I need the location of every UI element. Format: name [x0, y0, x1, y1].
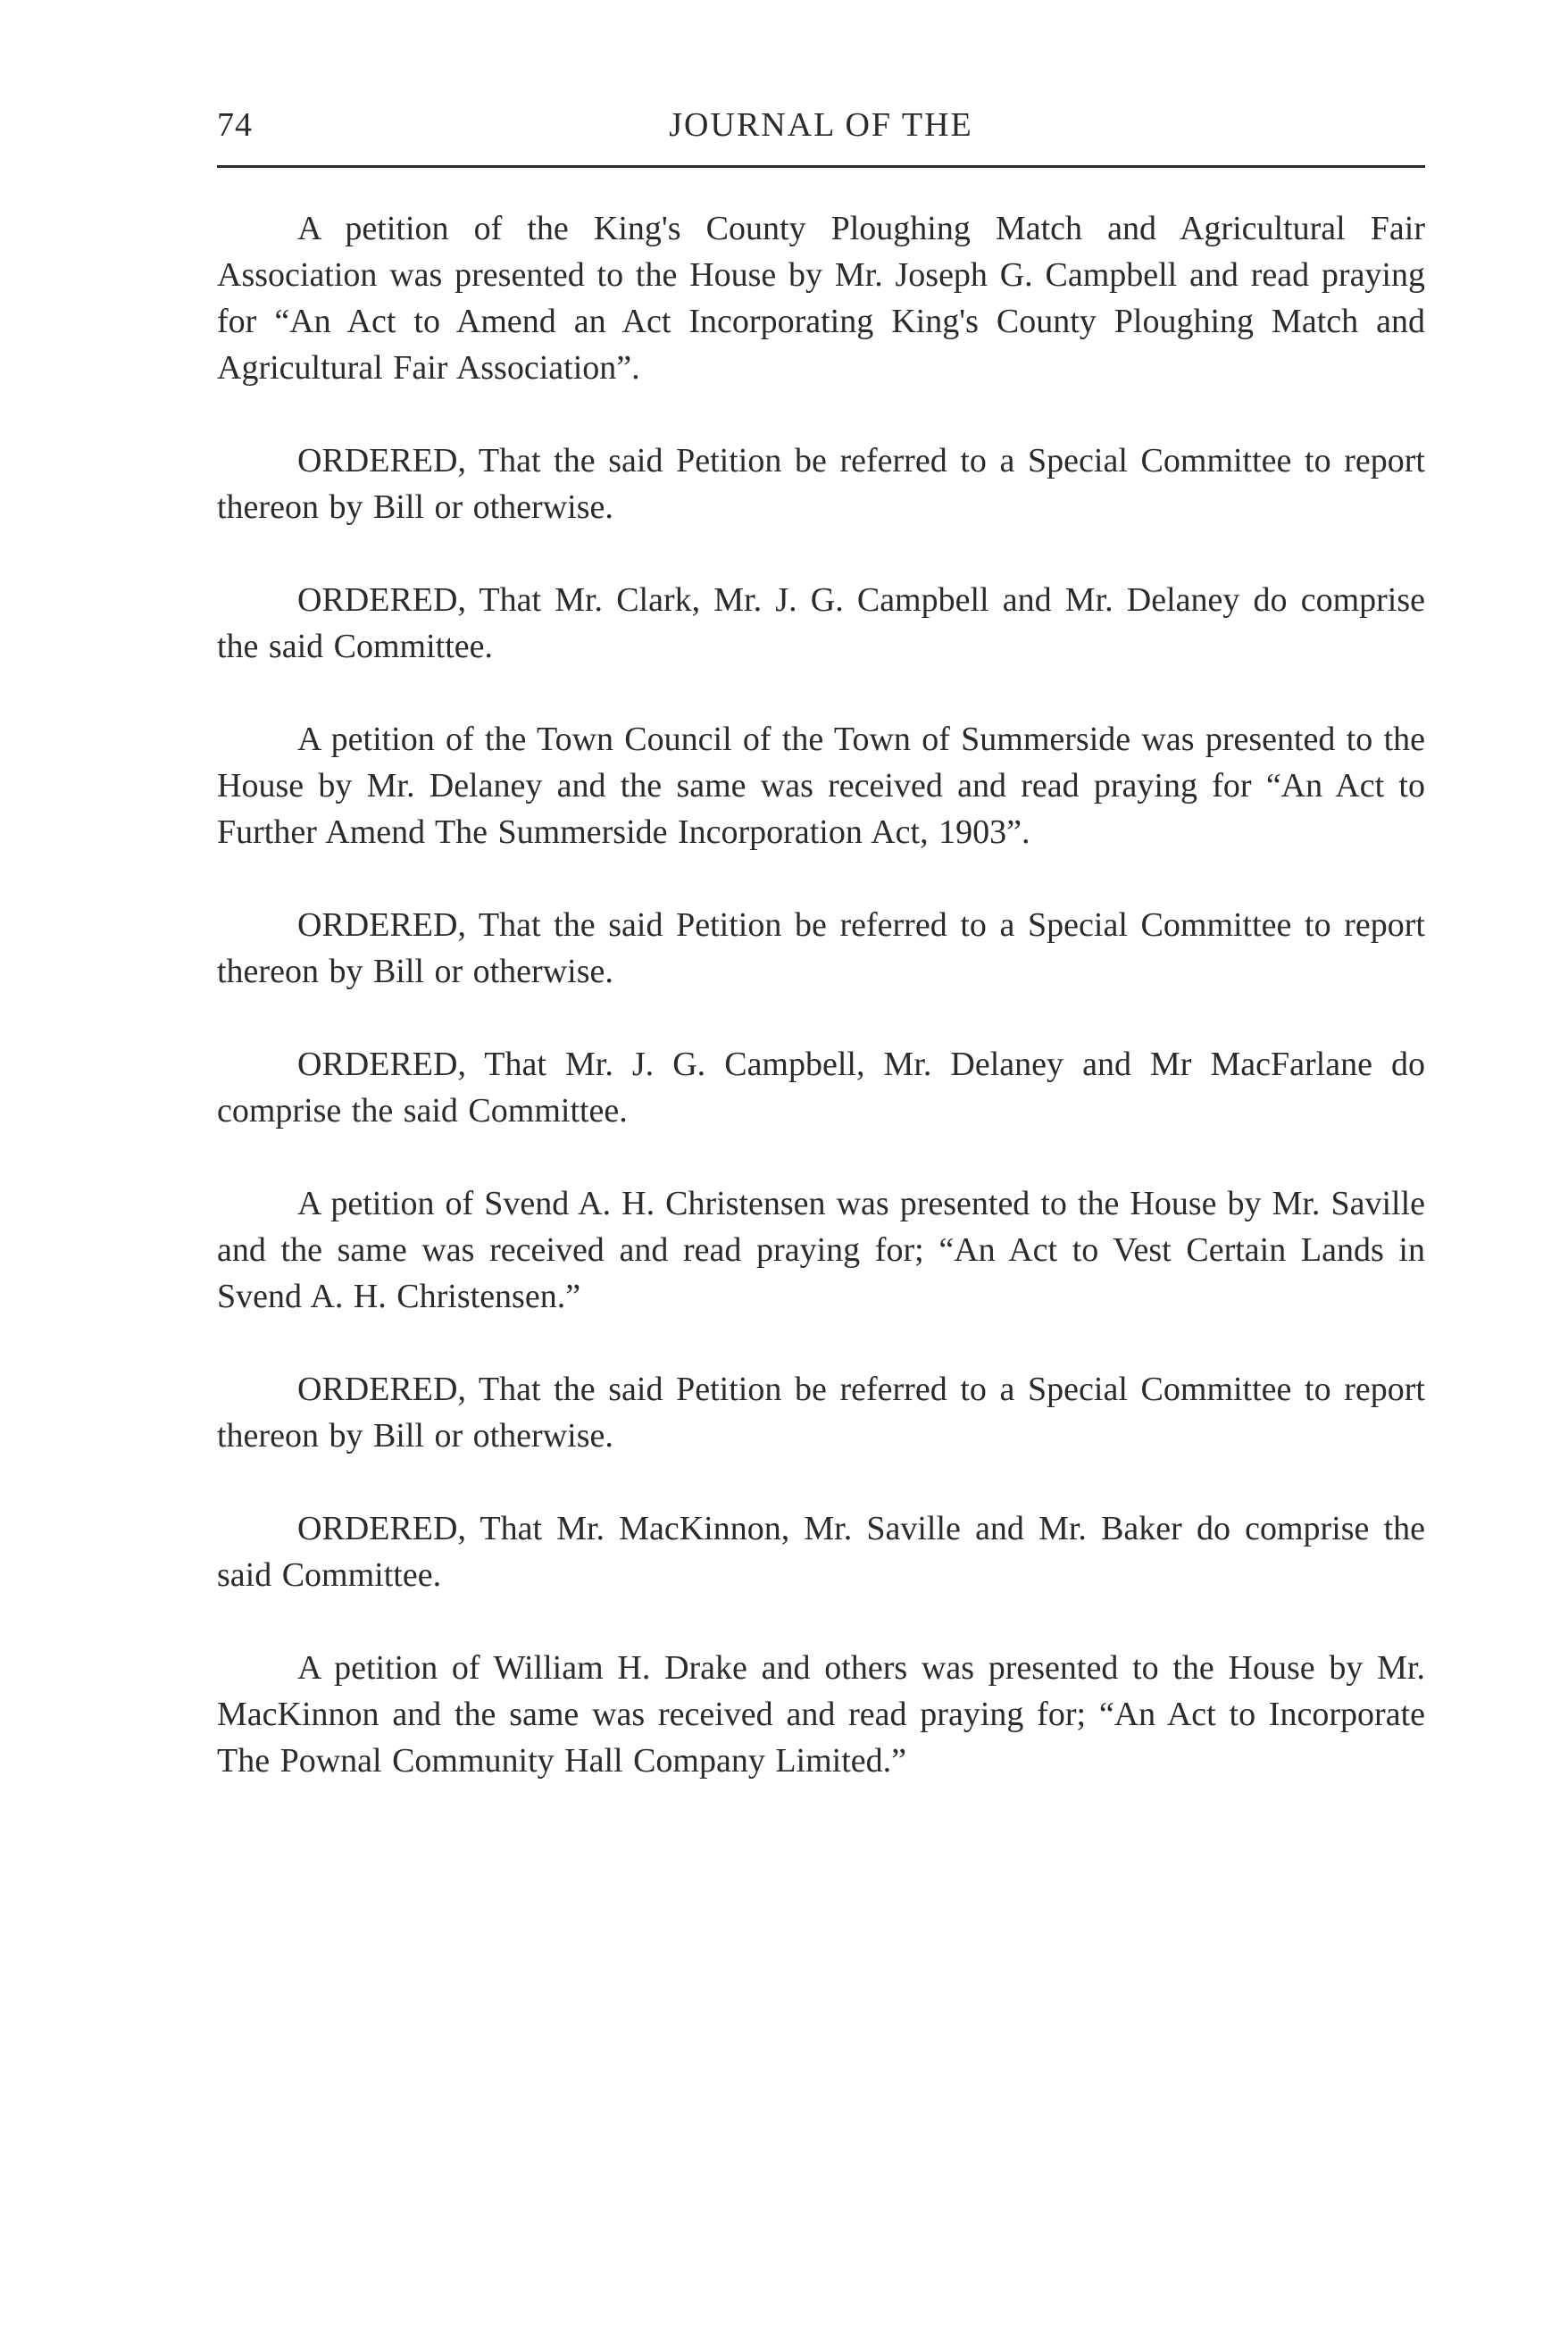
paragraph-ordered-referral-1: ORDERED, That the said Petition be referred to a Special Committee to report thereon by Bill or otherwise. [217, 442, 1425, 526]
paragraph-ordered-committee-2: ORDERED, That Mr. J. G. Campbell, Mr. Delaney and Mr MacFarlane do comprise the said Committee. [217, 1046, 1425, 1130]
running-head: JOURNAL OF THE [669, 106, 973, 144]
paragraph-ordered-referral-2: ORDERED, That the said Petition be referred to a Special Committee to report thereon by Bill or otherwise. [217, 906, 1425, 990]
page-number: 74 [217, 106, 253, 144]
paragraph-petition-summerside: A petition of the Town Council of the Town of Summerside was presented to the House by Mr. Delaney and the same was received and read praying for “An Act to Further Amend The Summerside Incorporation Act, 1903”. [217, 721, 1425, 851]
header-rule [217, 165, 1425, 168]
page-body [217, 205, 1425, 1830]
paragraph-petition-kings-county: A petition of the King's County Ploughing Match and Agricultural Fair Association was presented to the House by Mr. Joseph G. Campbell and read praying for “An Act to Amend an Act Incorporating King's County Ploughing Match and Agricultural Fair Association”. [217, 210, 1425, 387]
paragraph-ordered-referral-3: ORDERED, That the said Petition be referred to a Special Committee to report thereon by Bill or otherwise. [217, 1371, 1425, 1455]
paragraph-petition-drake: A petition of William H. Drake and others was presented to the House by Mr. MacKinnon and the same was received and read praying for; “An Act to Incorporate The Pownal Community Hall Company Limited.” [217, 1649, 1425, 1780]
page-header [217, 105, 1425, 159]
paragraph-ordered-committee-3: ORDERED, That Mr. MacKinnon, Mr. Saville and Mr. Baker do comprise the said Committee. [217, 1510, 1425, 1594]
paragraph-ordered-committee-1: ORDERED, That Mr. Clark, Mr. J. G. Campbell and Mr. Delaney do comprise the said Committee. [217, 581, 1425, 665]
paragraph-petition-christensen: A petition of Svend A. H. Christensen was presented to the House by Mr. Saville and the same was received and read praying for; “An Act to Vest Certain Lands in Svend A. H. Christensen.” [217, 1185, 1425, 1315]
